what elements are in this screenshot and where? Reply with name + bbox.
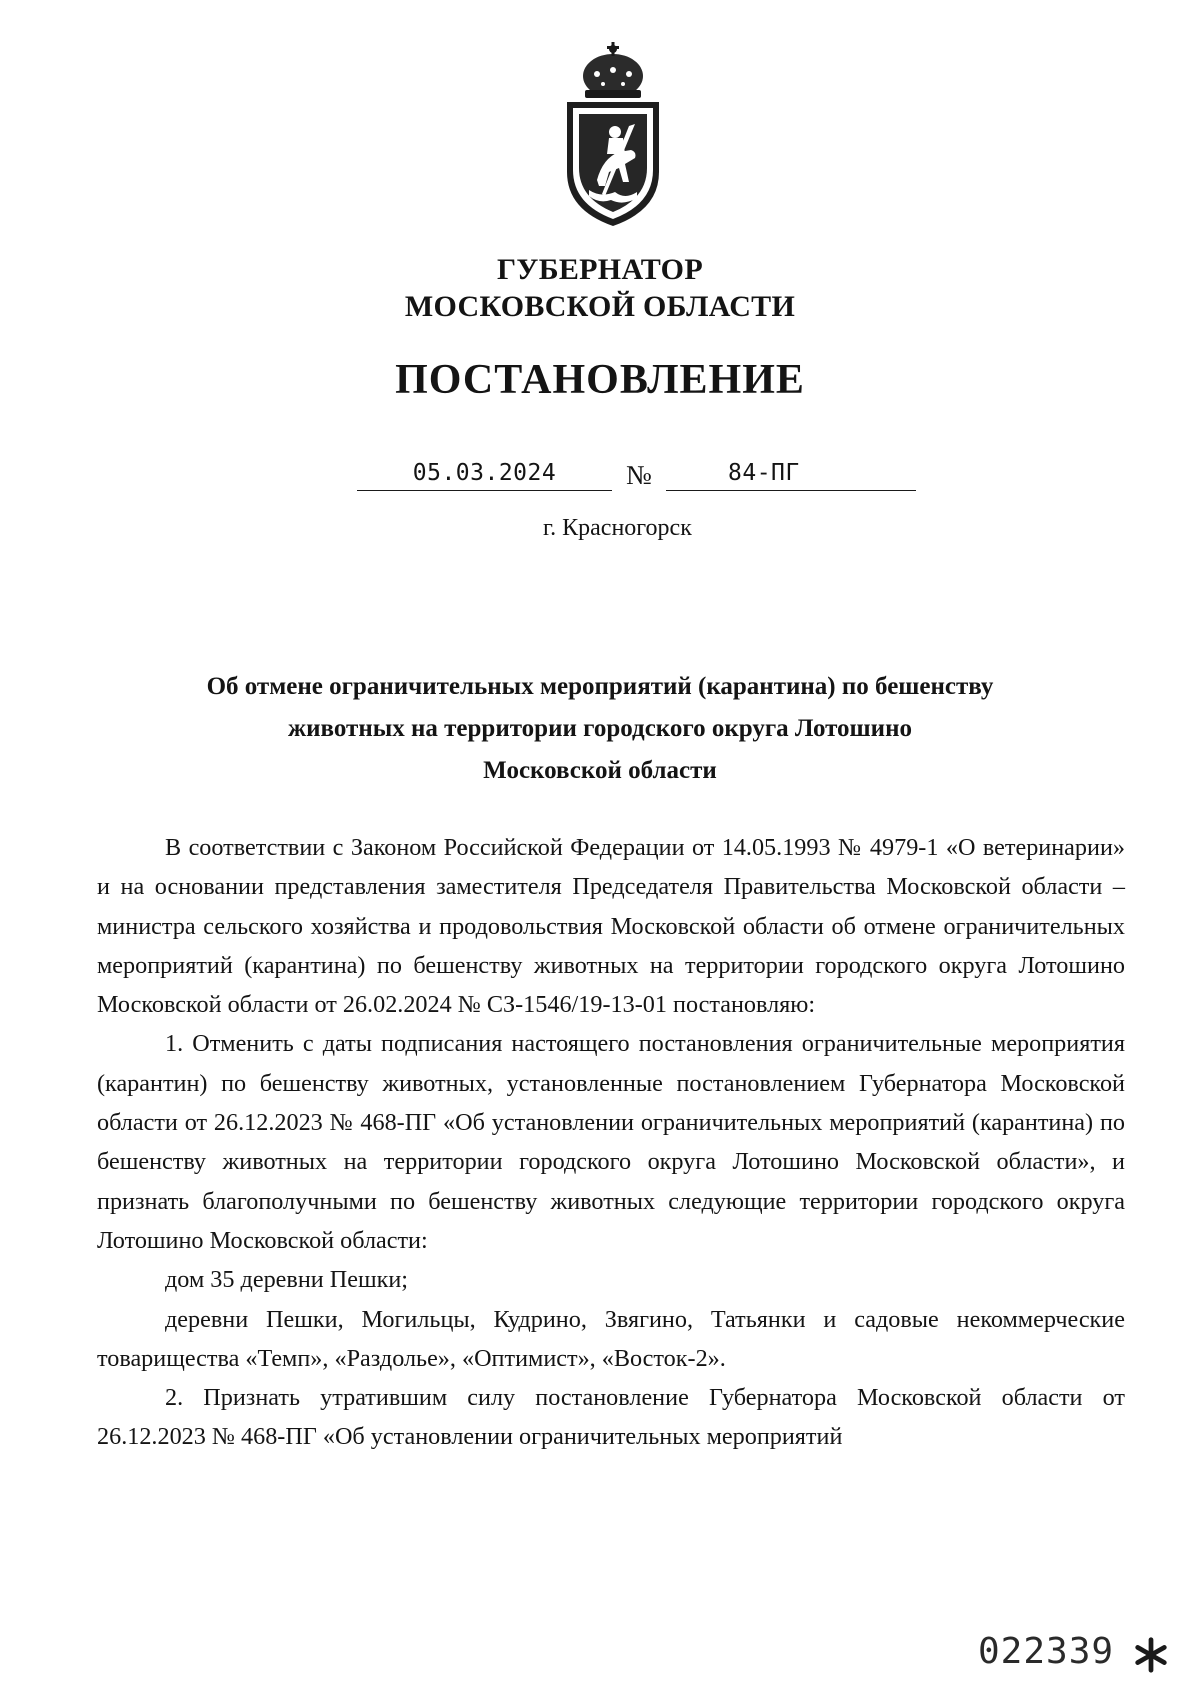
number-sign: №	[626, 460, 652, 490]
place-of-issue: г. Красногорск	[543, 515, 692, 541]
issuer-region: МОСКОВСКОЙ ОБЛАСТИ	[404, 290, 796, 323]
moscow-oblast-coat-of-arms-icon	[545, 40, 681, 230]
clause-2-paragraph: 2. Признать утратившим силу постановление Губернатора Московской области от 26.12.2023 № 468-ПГ «Об установлении ограничительных мероприятий	[97, 1384, 1125, 1451]
number-field	[666, 452, 916, 491]
asterisk-icon	[1132, 1636, 1170, 1674]
date-number-row	[0, 452, 1200, 496]
document-title-line-2: животных на территории городского округа Лотошино	[288, 715, 912, 742]
clause-1-territory-house: дом 35 деревни Пешки;	[165, 1266, 408, 1294]
clause-1-paragraph: 1. Отменить с даты подписания настоящего постановления ограничительные мероприятия (карантин) по бешенству животных, установленные постановлением Губернатора Московской области от 26.12.2023 № 468-ПГ «Об установлении ограничительных мероприятий (карантина) по бешенству животных на территории городского округа Лотошино Московской области», и признать благополучными по бешенству животных следующие территории городского округа Лотошино Московской области:	[97, 1030, 1125, 1254]
document-date: 05.03.2024	[412, 460, 557, 486]
document-title-line-3: Московской области	[483, 757, 717, 784]
document-title-line-1: Об отмене ограничительных мероприятий (карантина) по бешенству	[206, 673, 994, 700]
document-type-heading: ПОСТАНОВЛЕНИЕ	[395, 357, 805, 403]
document-number: 84-ПГ	[728, 460, 800, 486]
issuer-title: ГУБЕРНАТОР	[497, 253, 703, 286]
document-body	[97, 828, 1125, 1457]
preamble-paragraph: В соответствии с Законом Российской Федерации от 14.05.1993 № 4979-1 «О ветеринарии» и на основании представления заместителя Председателя Правительства Московской области – министра сельского хозяйства и продовольствия Московской области об отмене ограничительных мероприятий (карантина) по бешенству животных на территории городского округа Лотошино Московской области от 26.02.2024 № СЗ-1546/19-13-01 постановляю:	[97, 834, 1125, 1019]
clause-1-territory-villages: деревни Пешки, Могильцы, Кудрино, Звягино, Татьянки и садовые некоммерческие товарищества «Темп», «Раздолье», «Оптимист», «Восток-2».	[97, 1305, 1125, 1372]
date-field	[357, 452, 612, 491]
serial-number: 022339	[978, 1631, 1115, 1672]
